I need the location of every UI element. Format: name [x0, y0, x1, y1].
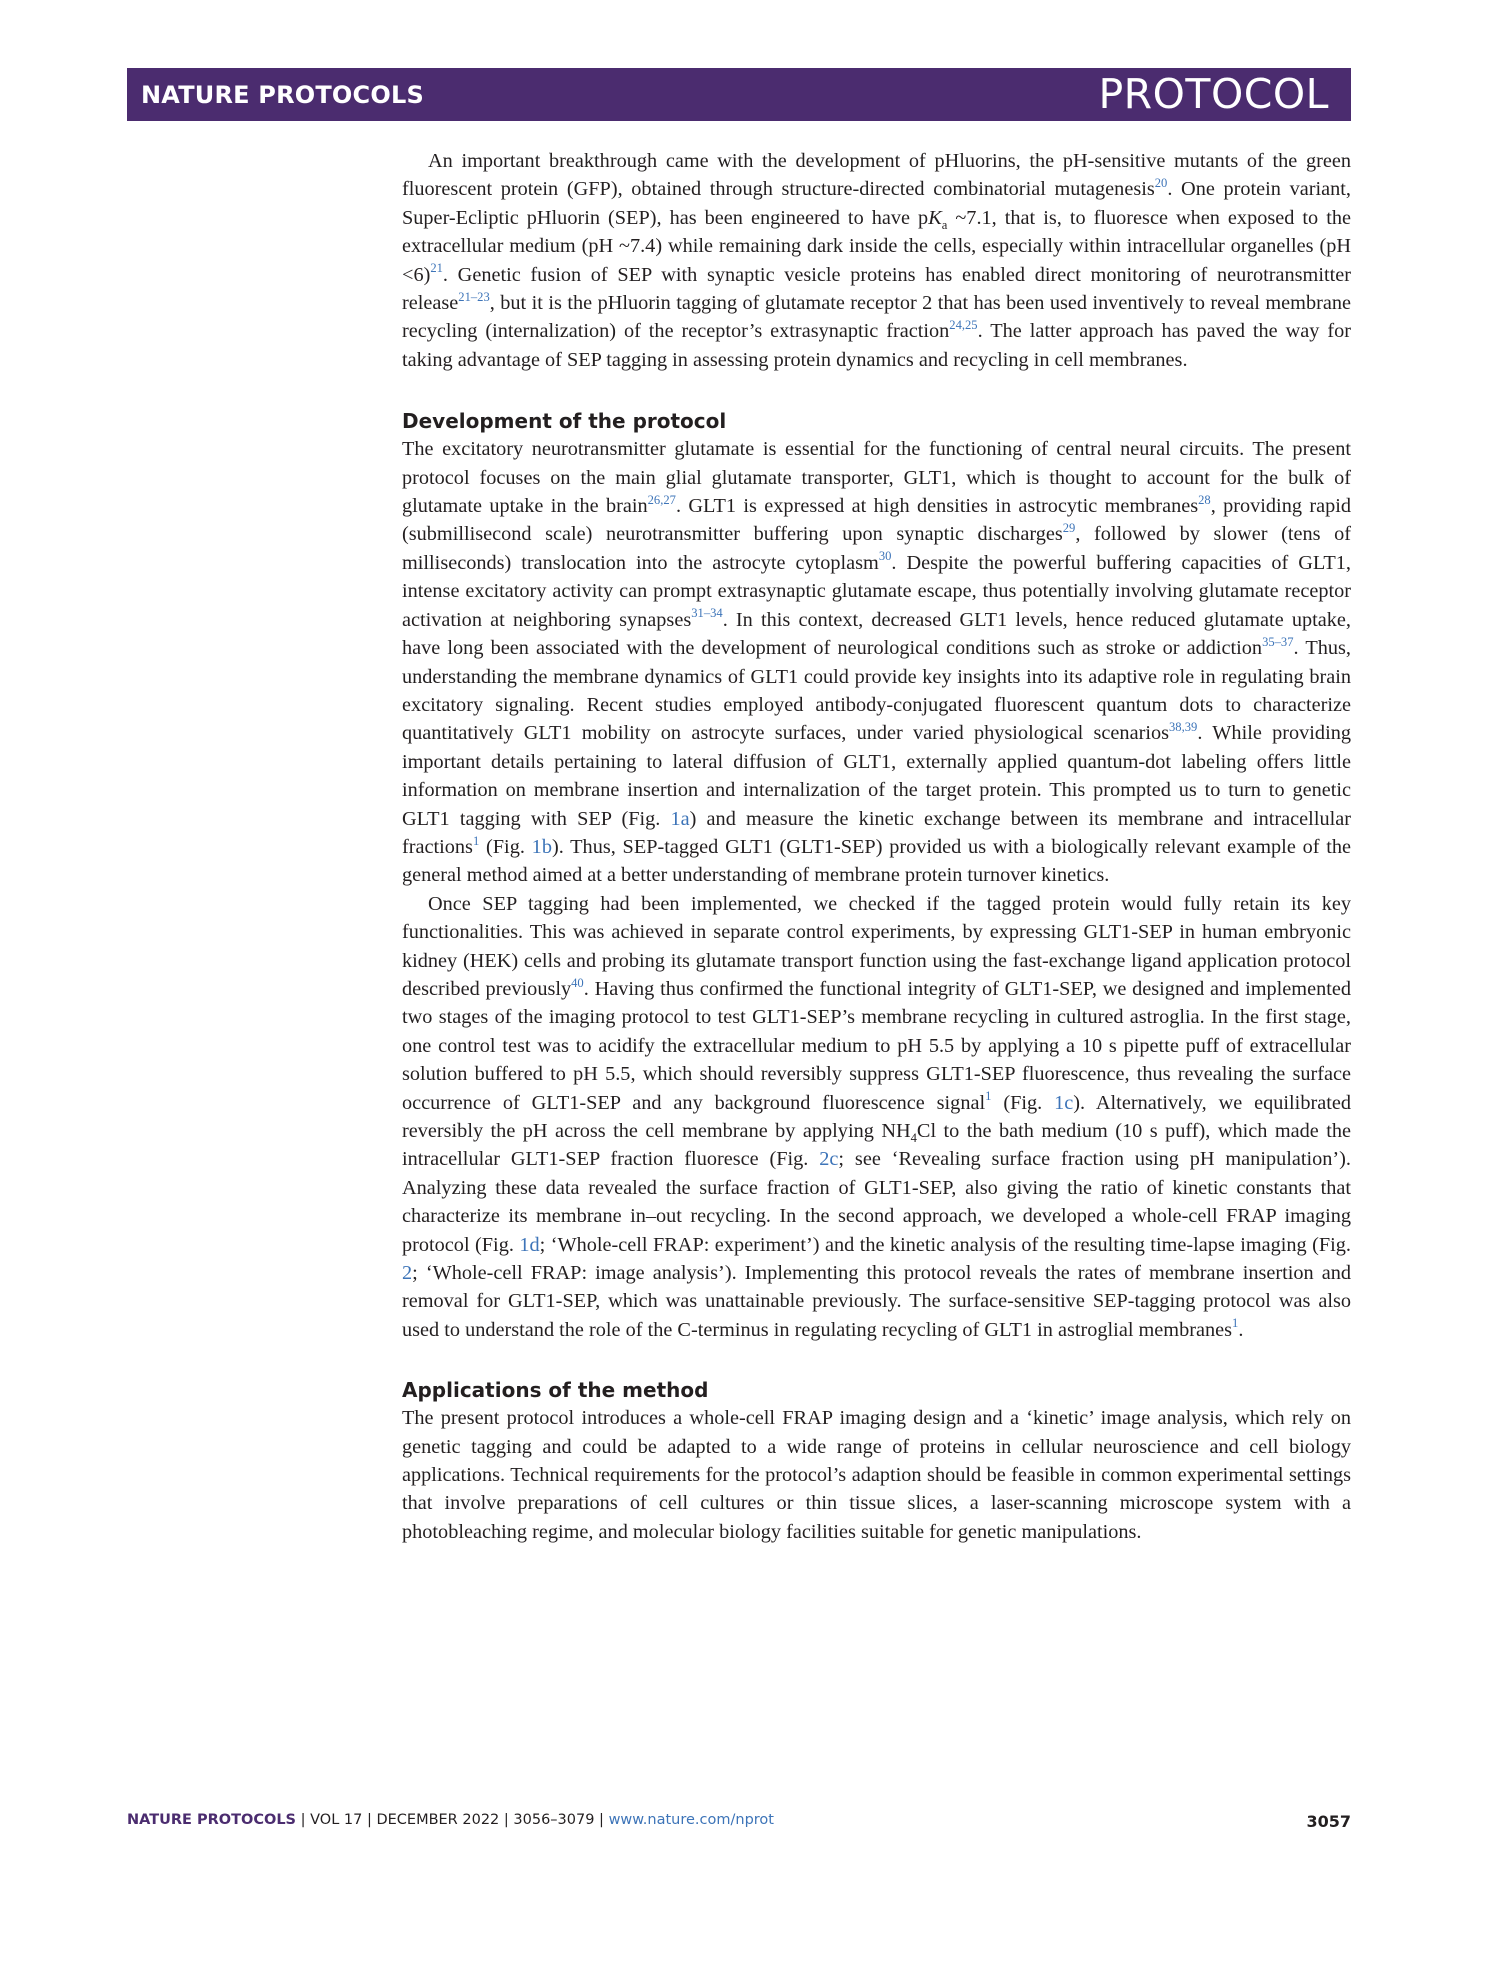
footer-pages: 3056–3079 [513, 1812, 595, 1828]
citation[interactable]: 28 [1198, 492, 1211, 507]
section-heading-development: Development of the protocol [402, 409, 727, 434]
paragraph-glutamate: The excitatory neurotransmitter glutamate is essential for the functioning of central neural circuits. The present protocol focuses on the main glial glutamate transporter, GLT1, which is thought to account for the bulk of glutamate uptake in the brain$^{26,27}$. GLT1 is expressed at high densities in astrocytic membranes$^{28}$, providing rapid (submillisecond scale) neurotransmitter buffering upon synaptic discharges$^{29}$, followed by slower (tens of milliseconds) translocation into the astrocyte cytoplasm$^{30}$. Despite the powerful buffering capacities of GLT1, intense excitatory activity can prompt extrasynaptic glutamate escape, thus potentially involving glutamate receptor activation at neighboring synapses$^{31-34}$. In this context, decreased GLT1 levels, hence reduced glutamate uptake, have long been associated with the development of neurological conditions such as stroke or addiction$^{35-37}$. Thus, understanding the membrane dynamics of GLT1 could provide key insights into its adaptive role in regulating brain excitatory signaling. Recent studies employed antibody-conjugated fluorescent quantum dots to characterize quantitatively GLT1 mobility on astrocyte surfaces, under varied physiological scenarios$^{38,39}$. While providing important details pertaining to lateral diffusion of GLT1, externally applied quantum-dot labeling offers little information on membrane insertion and internalization of the target protein. This prompted us to turn to genetic GLT1 tagging with SEP (Fig. 1a) and measure the kinetic exchange between its membrane and intracellular fractions$^1$ (Fig. 1b). Thus, SEP-tagged GLT1 (GLT1-SEP) provided us with a biologically relevant example of the general method aimed at a better understanding of membrane protein turnover kinetics. [402, 438, 1352, 887]
citation[interactable]: 30 [878, 549, 892, 564]
footer-volume: VOL 17 [310, 1812, 363, 1828]
footer-journal: NATURE PROTOCOLS [127, 1812, 297, 1828]
footer-date: DECEMBER 2022 [376, 1812, 500, 1828]
citation[interactable]: 24,25 [949, 318, 978, 333]
section-heading-applications: Applications of the method [402, 1378, 709, 1403]
figure-link[interactable]: 1c [1054, 1091, 1074, 1114]
figure-link[interactable]: 1b [531, 835, 552, 858]
paragraph-pHluorins: An important breakthrough came with the development of pHluorins, the pH-sensitive mutants of the green fluorescent protein (GFP), obtained through structure-directed combinatorial mutagenesis$^{20}$. One protein variant, Super-Ecliptic pHluorin (SEP), has been engineered to have $pK_a$ ~7.1, that is, to fluoresce when exposed to the extracellular medium (pH ~7.4) while remaining dark inside the cells, especially within intracellular organelles (pH <6)$^{21}$. Genetic fusion of SEP with synaptic vesicle proteins has enabled direct monitoring of neurotransmitter release$^{21-23}$, but it is the pHluorin tagging of glutamate receptor 2 that has been used inventively to reveal membrane recycling (internalization) of the receptor’s extrasynaptic fraction$^{24,25}$. The latter approach has paved the way for taking advantage of SEP tagging in assessing protein dynamics and recycling in cell membranes. [402, 150, 1351, 371]
citation[interactable]: 38,39 [1169, 719, 1198, 734]
figure-link[interactable]: 1a [670, 807, 690, 830]
page-footer: NATURE PROTOCOLS | VOL 17 | DECEMBER 2022 | 3056–3079 | www.nature.com/nprot 3057 [127, 1812, 1351, 1831]
citation[interactable]: 1 [1232, 1316, 1239, 1331]
citation[interactable]: 29 [1062, 521, 1076, 536]
article-body [402, 147, 1351, 1546]
citation[interactable]: 1 [472, 833, 480, 848]
figure-link[interactable]: 2 [402, 1262, 413, 1285]
figure-link[interactable]: 1d [519, 1233, 540, 1256]
citation[interactable]: 40 [571, 975, 584, 990]
citation[interactable]: 21 [430, 261, 443, 276]
citation[interactable]: 20 [1154, 176, 1168, 191]
journal-header-bar [127, 68, 1351, 121]
citation[interactable]: 1 [985, 1089, 992, 1104]
footer-url-link[interactable]: www.nature.com/nprot [608, 1812, 774, 1828]
paragraph-applications: The present protocol introduces a whole-cell FRAP imaging design and a ‘kinetic’ image analysis, which rely on genetic tagging and could be adapted to a wide range of proteins in cellular neuroscience and cell biology applications. Technical requirements for the protocol’s adaption should be feasible in common experimental settings that involve preparations of cell cultures or thin tissue slices, a laser-scanning microscope system with a photobleaching regime, and molecular biology facilities suitable for genetic manipulations. [402, 1407, 1351, 1543]
citation[interactable]: 35–37 [1262, 634, 1294, 649]
citation[interactable]: 21–23 [458, 289, 490, 304]
article-type: PROTOCOL [1098, 70, 1329, 118]
citation[interactable]: 31–34 [691, 606, 723, 621]
journal-name: NATURE PROTOCOLS [141, 81, 424, 109]
page-number: 3057 [1306, 1812, 1351, 1831]
paragraph-sep-tagging: Once SEP tagging had been implemented, we checked if the tagged protein would fully retain its key functionalities. This was achieved in separate control experiments, by expressing GLT1-SEP in human embryonic kidney (HEK) cells and probing its glutamate transport function using the fast-exchange ligand application protocol described previously$^{40}$. Having thus confirmed the functional integrity of GLT1-SEP, we designed and implemented two stages of the imaging protocol to test GLT1-SEP’s membrane recycling in cultured astroglia. In the first stage, one control test was to acidify the extracellular medium to pH 5.5 by applying a 10 s pipette puff of extracellular solution buffered to pH 5.5, which should reversibly suppress GLT1-SEP fluorescence, thus revealing the surface occurrence of GLT1-SEP and any background fluorescence signal$^1$ (Fig. 1c). Alternatively, we equilibrated reversibly the pH across the cell membrane by applying $NH_4Cl$ to the bath medium (10 s puff), which made the intracellular GLT1-SEP fraction fluoresce (Fig. 2c; see ‘Revealing surface fraction using pH manipulation’). Analyzing these data revealed the surface fraction of GLT1-SEP, also giving the ratio of kinetic constants that characterize its membrane in–out recycling. In the second approach, we developed a whole-cell FRAP imaging protocol (Fig. 1d; ‘Whole-cell FRAP: experiment’) and the kinetic analysis of the resulting time-lapse imaging (Fig. 2; ‘Whole-cell FRAP: image analysis’). Implementing this protocol reveals the rates of membrane insertion and removal for GLT1-SEP, which was unattainable previously. The surface-sensitive SEP-tagging protocol was also used to understand the role of the C-terminus in regulating recycling of GLT1 in astroglial membranes$^1$. [402, 892, 1352, 1341]
citation[interactable]: 26,27 [647, 492, 676, 507]
figure-link[interactable]: 2c [819, 1148, 839, 1171]
